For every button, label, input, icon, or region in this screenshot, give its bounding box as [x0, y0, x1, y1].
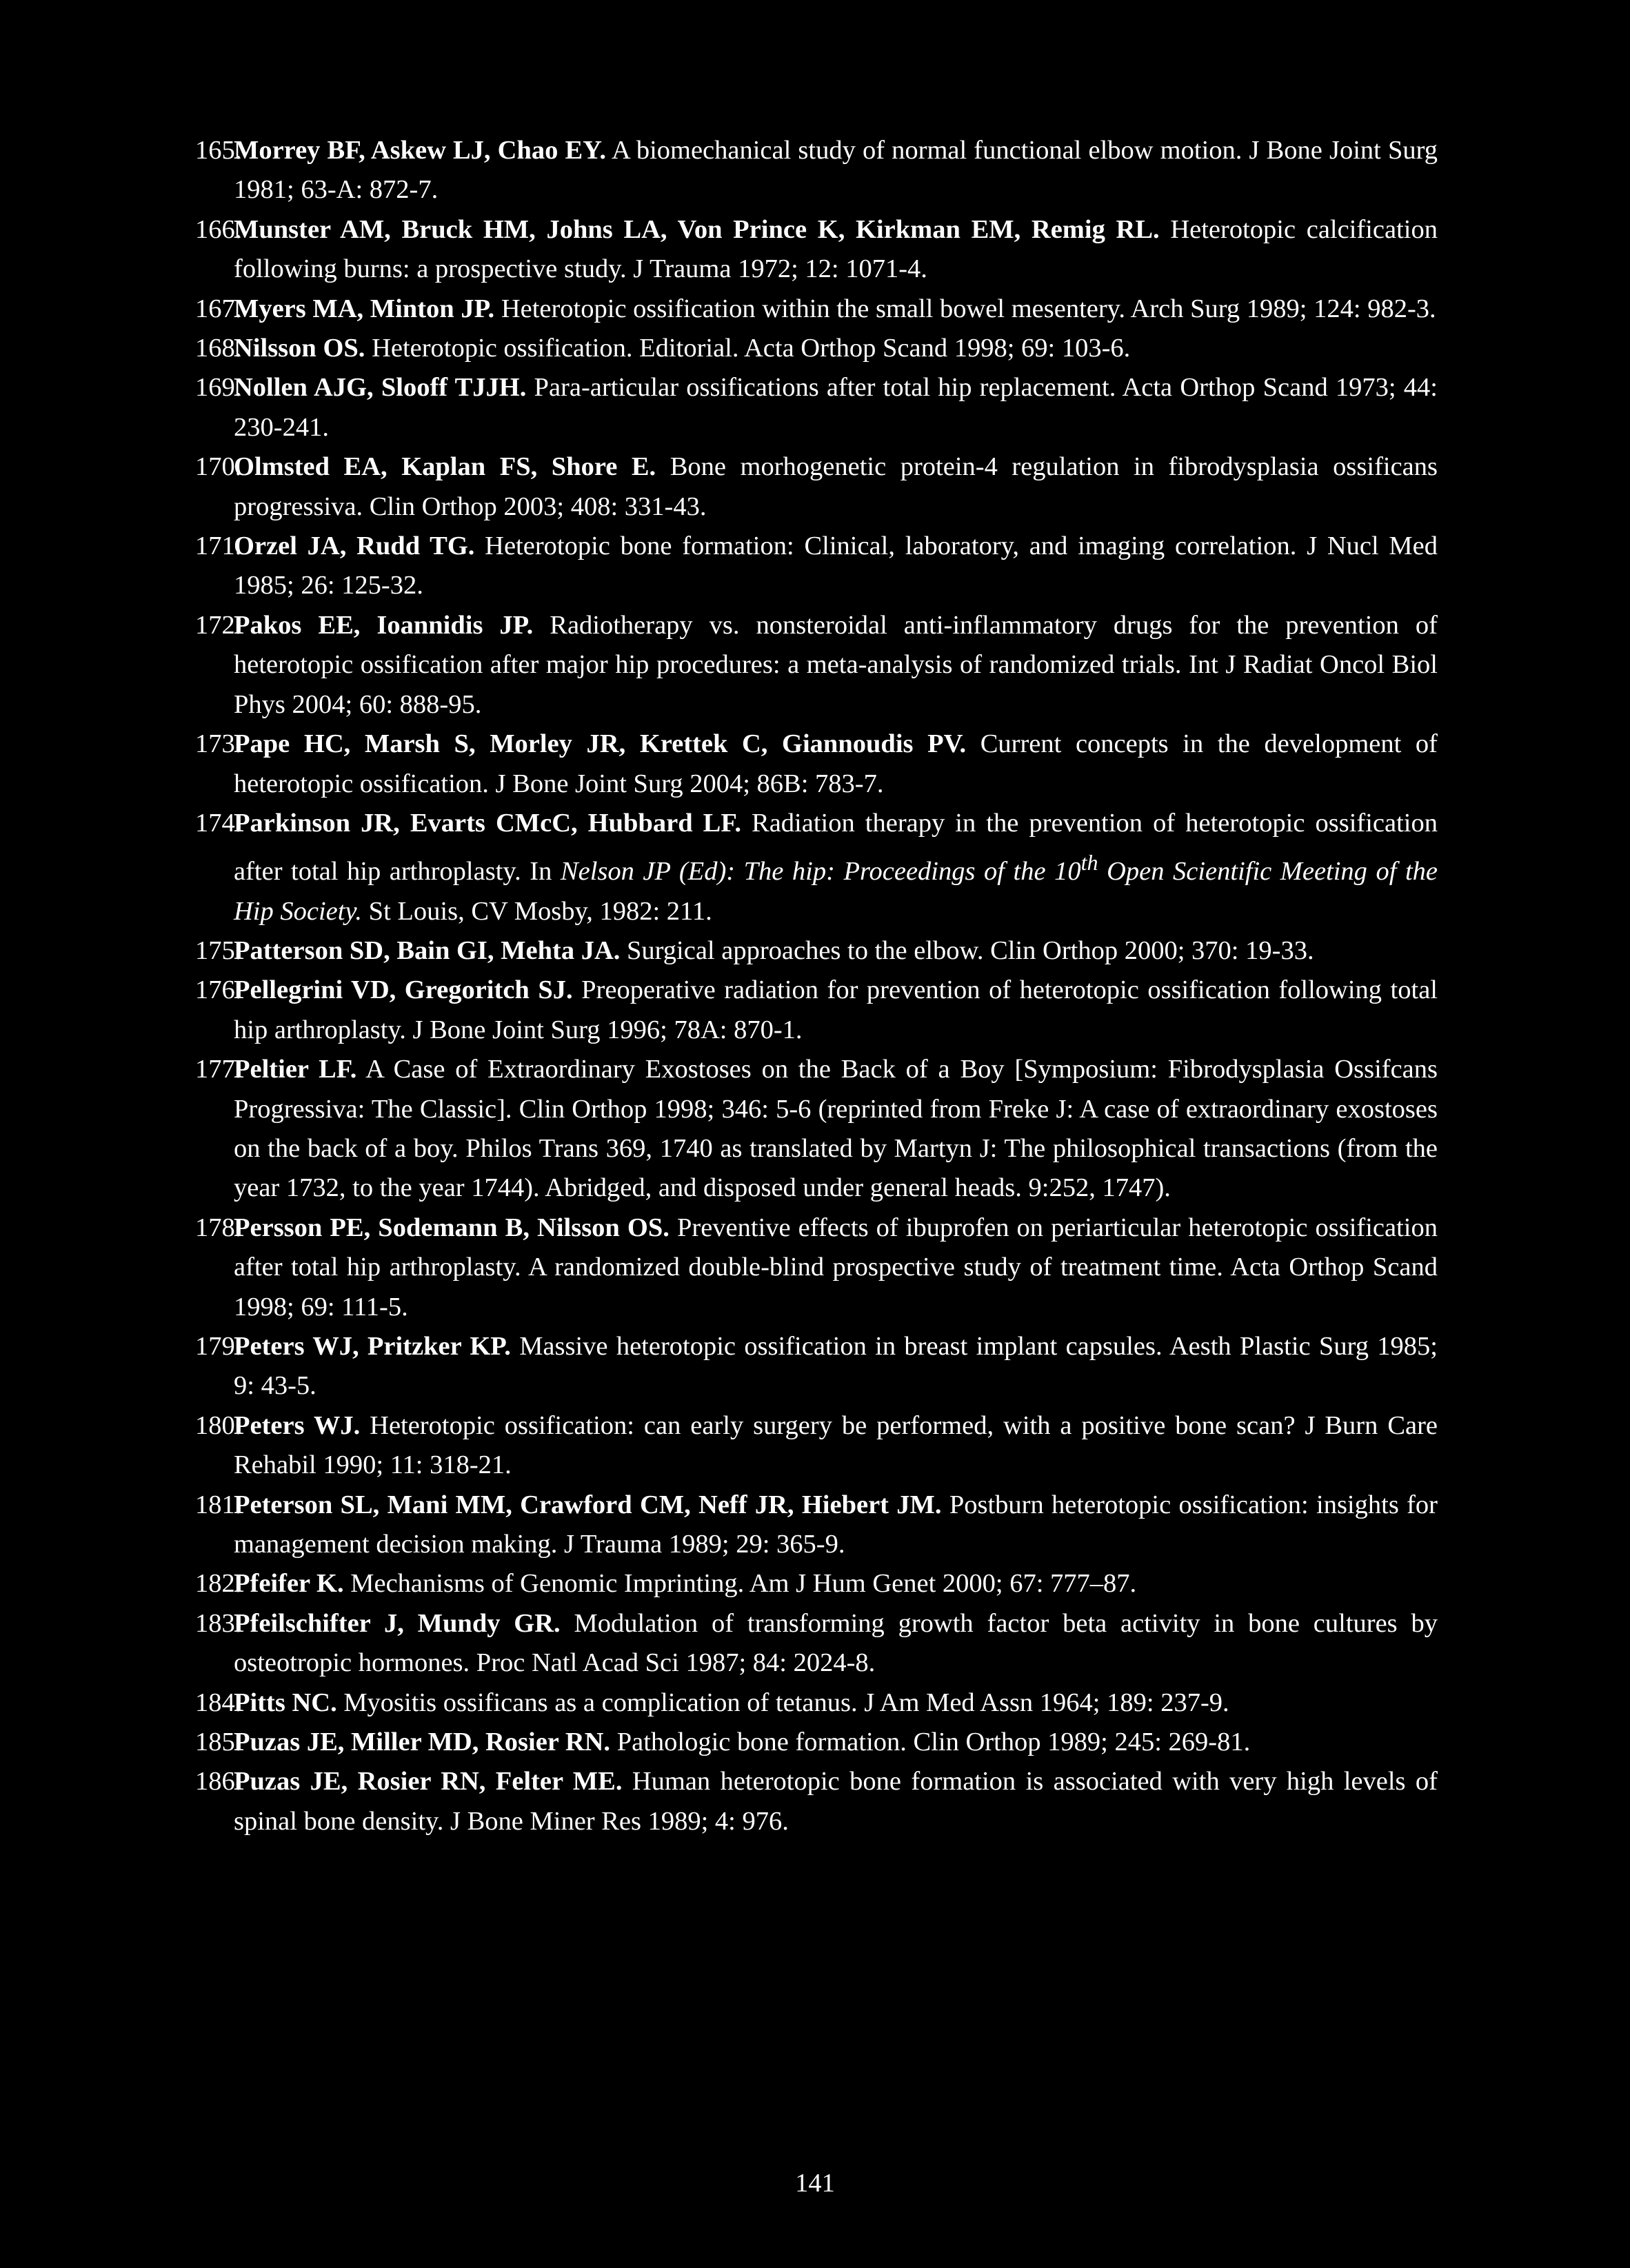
- reference-item: [197, 131, 1438, 210]
- reference-authors: Pfeilschifter J, Mundy GR.: [234, 1608, 561, 1638]
- reference-text: Heterotopic ossification: can early surgery be performed, with a positive bone scan? J Burn Care Rehabil 1990; 11: 318-21.: [234, 1410, 1438, 1480]
- reference-text: Heterotopic ossification within the small bowel mesentery. Arch Surg 1989; 124: 982-3.: [494, 294, 1436, 323]
- page-number: 141: [795, 2169, 835, 2198]
- reference-text: A Case of Extraordinary Exostoses on the Back of a Boy [Symposium: Fibrodysplasia Ossifcans Progressiva: The Classic]. Clin Orthop 1998; 346: 5-6 (reprinted from Freke J: A case of extraordinary exostoses on the back of a boy. Philos Trans 369, 1740 as translated by Martyn J: The philosophical transactions (from the year 1732, to the year 1744). Abridged, and disposed under general heads. 9:252, 1747).: [234, 1055, 1438, 1203]
- reference-authors: Munster AM, Bruck HM, Johns LA, Von Prince K, Kirkman EM, Remig RL.: [234, 214, 1160, 244]
- reference-item: [197, 210, 1438, 290]
- reference-number: 170.: [195, 452, 242, 482]
- reference-authors: Orzel JA, Rudd TG.: [234, 531, 475, 561]
- reference-item: [197, 1486, 1438, 1565]
- reference-authors: Parkinson JR, Evarts CMcC, Hubbard LF.: [234, 808, 741, 838]
- reference-item: [197, 971, 1438, 1050]
- reference-number: 185.: [195, 1728, 242, 1757]
- reference-text: Radiotherapy vs. nonsteroidal anti-inflammatory drugs for the prevention of heterotopic ossification after major hip procedures: a meta-analysis of randomized trials. Int J Radiat Oncol Biol Phys 2004; 60: 888-95.: [234, 610, 1438, 719]
- reference-text: Myositis ossificans as a complication of tetanus. J Am Med Assn 1964; 189: 237-9.: [336, 1688, 1229, 1717]
- reference-text: Massive heterotopic ossification in breast implant capsules. Aesth Plastic Surg 1985; 9: 43-5.: [234, 1332, 1438, 1401]
- reference-number: 167.: [195, 294, 242, 323]
- reference-authors: Olmsted EA, Kaplan FS, Shore E.: [234, 452, 656, 482]
- reference-authors: Pakos EE, Ioannidis JP.: [234, 610, 534, 640]
- reference-item: [197, 1327, 1438, 1406]
- reference-item: [197, 1762, 1438, 1841]
- reference-item: [197, 447, 1438, 527]
- reference-number: 178.: [195, 1213, 242, 1242]
- reference-text-tail: St Louis, CV Mosby, 1982: 211.: [362, 896, 712, 926]
- reference-item: [197, 329, 1438, 368]
- reference-text: Preventive effects of ibuprofen on periarticular heterotopic ossification after total hip arthroplasty. A randomized double-blind prospective study of treatment time. Acta Orthop Scand 1998; 69: 111-5.: [234, 1213, 1438, 1322]
- reference-authors: Pfeifer K.: [234, 1569, 344, 1599]
- reference-text: Heterotopic ossification. Editorial. Acta Orthop Scand 1998; 69: 103-6.: [365, 334, 1131, 363]
- reference-item: [197, 804, 1438, 931]
- reference-authors: Puzas JE, Miller MD, Rosier RN.: [234, 1728, 611, 1757]
- reference-text: Surgical approaches to the elbow. Clin Orthop 2000; 370: 19-33.: [620, 935, 1314, 965]
- reference-text: Human heterotopic bone formation is associated with very high levels of spinal bone density. J Bone Miner Res 1989; 4: 976.: [234, 1767, 1438, 1836]
- reference-authors: Peterson SL, Mani MM, Crawford CM, Neff JR, Hiebert JM.: [234, 1490, 942, 1519]
- reference-item: [197, 290, 1438, 329]
- reference-number: 182.: [195, 1569, 242, 1599]
- reference-item: [197, 725, 1438, 804]
- reference-number: 184.: [195, 1688, 242, 1717]
- reference-authors: Pellegrini VD, Gregoritch SJ.: [234, 975, 573, 1005]
- reference-text: Mechanisms of Genomic Imprinting. Am J Hum Genet 2000; 67: 777–87.: [343, 1569, 1137, 1599]
- reference-authors: Nollen AJG, Slooff TJJH.: [234, 373, 527, 403]
- reference-text: Postburn heterotopic ossification: insights for management decision making. J Trauma 1989; 29: 365-9.: [234, 1490, 1438, 1559]
- reference-item: [197, 1406, 1438, 1486]
- reference-number: 174.: [195, 808, 242, 838]
- reference-number: 179.: [195, 1332, 242, 1361]
- reference-number: 180.: [195, 1410, 242, 1440]
- reference-number: 172.: [195, 610, 242, 640]
- reference-number: 175.: [195, 935, 242, 965]
- reference-text: Para-articular ossifications after total hip replacement. Acta Orthop Scand 1973; 44: 230-241.: [234, 373, 1438, 442]
- reference-text: Bone morhogenetic protein-4 regulation in fibrodysplasia ossificans progressiva. Clin Orthop 2003; 408: 331-43.: [234, 452, 1438, 521]
- reference-list: [197, 131, 1438, 1841]
- reference-text: Current concepts in the development of heterotopic ossification. J Bone Joint Surg 2004; 86B: 783-7.: [234, 729, 1438, 798]
- reference-number: 173.: [195, 729, 242, 759]
- reference-text: Heterotopic bone formation: Clinical, laboratory, and imaging correlation. J Nucl Med 1985; 26: 125-32.: [234, 531, 1438, 600]
- reference-text: Preoperative radiation for prevention of heterotopic ossification following total hip arthroplasty. J Bone Joint Surg 1996; 78A: 870-1.: [234, 975, 1438, 1044]
- reference-number: 165.: [195, 136, 242, 165]
- reference-authors: Morrey BF, Askew LJ, Chao EY.: [234, 136, 607, 165]
- reference-authors: Pitts NC.: [234, 1688, 337, 1717]
- reference-text: Modulation of transforming growth factor beta activity in bone cultures by osteotropic hormones. Proc Natl Acad Sci 1987; 84: 2024-8.: [234, 1608, 1438, 1678]
- reference-text: Radiation therapy in the prevention of heterotopic ossification after total hip arthroplasty. In: [234, 808, 1438, 887]
- reference-item: [197, 1683, 1438, 1723]
- reference-item: [197, 1050, 1438, 1208]
- reference-authors: Patterson SD, Bain GI, Mehta JA.: [234, 935, 621, 965]
- reference-number: 166.: [195, 214, 242, 244]
- reference-item: [197, 1723, 1438, 1762]
- reference-item: [197, 527, 1438, 606]
- reference-number: 168.: [195, 334, 242, 363]
- reference-item: [197, 931, 1438, 971]
- reference-authors: Peters WJ, Pritzker KP.: [234, 1332, 511, 1361]
- reference-number: 169.: [195, 373, 242, 403]
- reference-text: Heterotopic calcification following burns: a prospective study. J Trauma 1972; 12: 1071-4.: [234, 214, 1438, 284]
- reference-item: [197, 606, 1438, 725]
- reference-item: [197, 368, 1438, 447]
- reference-authors: Persson PE, Sodemann B, Nilsson OS.: [234, 1213, 670, 1242]
- reference-book-title-tail: Open Scientific Meeting of the Hip Society.: [234, 857, 1438, 926]
- reference-book-superscript: th: [1080, 850, 1098, 875]
- reference-authors: Pape HC, Marsh S, Morley JR, Krettek C, Giannoudis PV.: [234, 729, 967, 759]
- reference-item: [197, 1564, 1438, 1603]
- reference-number: 186.: [195, 1767, 242, 1796]
- reference-number: 183.: [195, 1608, 242, 1638]
- reference-text: Pathologic bone formation. Clin Orthop 1989; 245: 269-81.: [610, 1728, 1251, 1757]
- reference-authors: Peters WJ.: [234, 1410, 361, 1440]
- reference-item: [197, 1208, 1438, 1327]
- reference-number: 176.: [195, 975, 242, 1005]
- reference-authors: Nilsson OS.: [234, 334, 365, 363]
- reference-authors: Puzas JE, Rosier RN, Felter ME.: [234, 1767, 623, 1796]
- reference-book-title-lead: Nelson JP (Ed): The hip: Proceedings of the 10: [560, 857, 1081, 887]
- reference-authors: Peltier LF.: [234, 1055, 357, 1084]
- reference-authors: Myers MA, Minton JP.: [234, 294, 495, 323]
- reference-number: 171.: [195, 531, 242, 561]
- reference-number: 181.: [195, 1490, 242, 1519]
- reference-item: [197, 1604, 1438, 1683]
- reference-number: 177.: [195, 1055, 242, 1084]
- reference-text: A biomechanical study of normal functional elbow motion. J Bone Joint Surg 1981; 63-A: 872-7.: [234, 136, 1438, 205]
